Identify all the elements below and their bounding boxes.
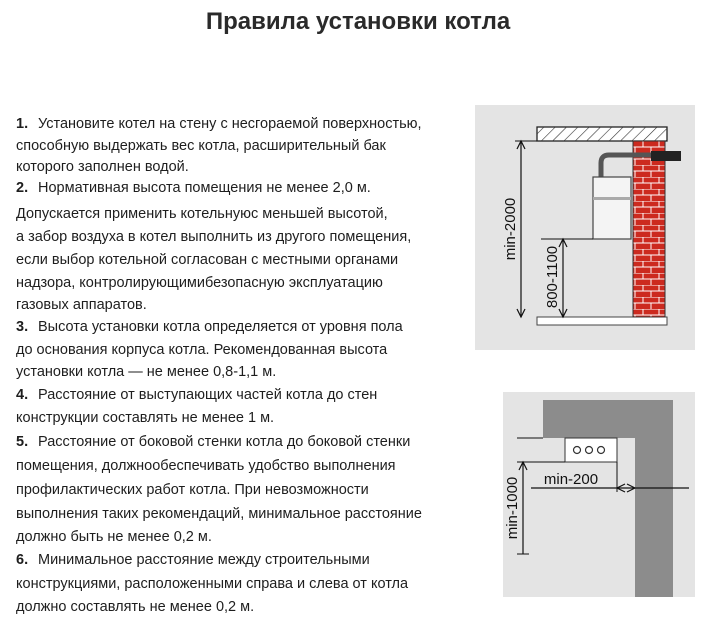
rule-5-line-5: должно быть не менее 0,2 м. — [16, 529, 212, 545]
label-height-mount: 800-1100 — [544, 245, 561, 309]
rule-6-line-3: должно составлять не менее 0,2 м. — [16, 599, 255, 615]
rule-3-line-1: 3. Высота установки котла определяется от уровня пола — [16, 319, 403, 335]
rule-5-line-3: профилактических работ котла. При невозможности — [16, 482, 369, 498]
page-title: Правила установки котла — [205, 8, 511, 35]
rule-3-line-2: до основания корпуса котла. Рекомендованная высота — [16, 342, 388, 358]
rule-2-line-6: газовых аппаратов. — [16, 297, 147, 313]
rule-1-line-1: 1. Установите котел на стену с несгораемой поверхностью, — [16, 116, 422, 132]
boiler-top-view — [565, 438, 617, 462]
rule-2-line-4: если выбор котельной согласован с местными органами — [16, 252, 399, 268]
rule-5-line-1: 5. Расстояние от боковой стенки котла до боковой стенки — [16, 434, 411, 450]
rule-4-line-1: 4. Расстояние от выступающих частей котла до стен — [16, 387, 378, 403]
rule-6-number: 6. — [16, 552, 29, 568]
rule-5-line-4: выполнения таких рекомендаций, минимальное расстояние — [16, 506, 422, 522]
rule-2-line-3: а забор воздуха в котел выполнить из другого помещения, — [16, 229, 412, 245]
rule-2-line-2: Допускается применить котельнуюс меньшей высотой, — [16, 206, 388, 222]
label-front: min-1000 — [504, 476, 521, 540]
rule-2-line-5: надзора, контролирующимибезопасную эксплуатацию — [16, 275, 383, 291]
rule-2-number: 2. — [16, 180, 29, 196]
rule-6-line-1: 6. Минимальное расстояние между строительными — [16, 552, 370, 568]
rule-4-line-2: конструкции составлять не менее 1 м. — [16, 410, 275, 426]
rule-3-number: 3. — [16, 319, 29, 335]
flue-outlet — [651, 151, 681, 161]
plan-view-figure — [503, 392, 695, 597]
brick-wall — [633, 141, 665, 317]
rule-2-line-1: 2. Нормативная высота помещения не менее 2,0 м. — [16, 180, 371, 196]
label-height-total: min-2000 — [502, 197, 519, 261]
label-side: min-200 — [543, 471, 599, 488]
rule-5-line-2: помещения, должнообеспечивать удобство выполнения — [16, 458, 396, 474]
rule-4-number: 4. — [16, 387, 29, 403]
ceiling-hatch — [537, 127, 667, 141]
floor-line — [537, 317, 667, 325]
rule-1-line-2: способную выдержать вес котла, расширительный бак — [16, 138, 386, 154]
side-elevation-figure — [475, 105, 695, 350]
rule-1-number: 1. — [16, 116, 29, 132]
rule-3-line-3: установки котла — не менее 0,8-1,1 м. — [16, 364, 277, 380]
rule-6-line-2: конструкциями, расположенными справа и слева от котла — [16, 576, 409, 592]
rule-1-line-3: которого заполнен водой. — [16, 159, 189, 175]
rule-5-number: 5. — [16, 434, 29, 450]
boiler — [593, 177, 631, 239]
